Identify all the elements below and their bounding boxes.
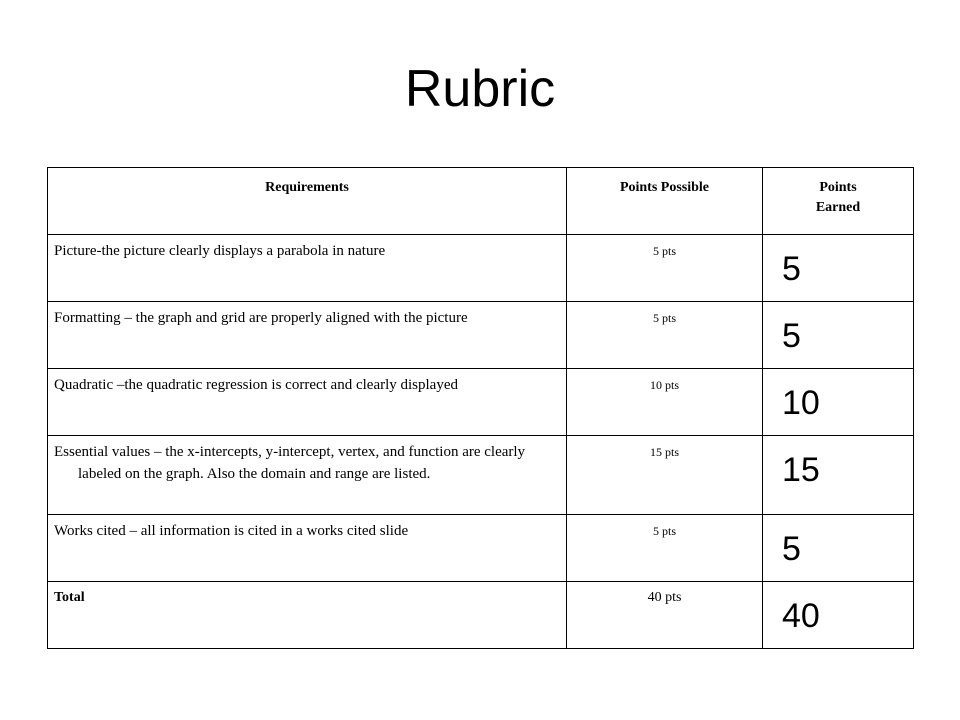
header-cell-points-earned — [763, 168, 914, 235]
table-row — [48, 302, 914, 369]
header-cell-points-possible — [567, 168, 763, 235]
total-row — [48, 582, 914, 649]
points-earned: 15 — [782, 451, 820, 489]
requirement-text: Essential values – the x-intercepts, y-intercept, vertex, and function are clearly labeled on the graph. Also the domain and range are listed. — [54, 444, 526, 482]
table-row — [48, 436, 914, 515]
points-earned: 5 — [782, 250, 801, 288]
header-cell-requirements — [48, 168, 567, 235]
requirement-text: Picture-the picture clearly displays a parabola in nature — [54, 243, 386, 259]
table-header-row — [48, 168, 914, 235]
table-row — [48, 369, 914, 436]
points-earned: 10 — [782, 384, 820, 422]
total-points-possible: 40 pts — [647, 590, 682, 605]
points-possible: 10 pts — [649, 378, 679, 392]
total-points-earned: 40 — [782, 597, 820, 635]
table-row — [48, 235, 914, 302]
header-points-earned: Points Earned — [815, 180, 861, 215]
slide-title: Rubric — [404, 60, 556, 118]
points-possible: 15 pts — [649, 445, 679, 459]
header-requirements: Requirements — [265, 180, 349, 195]
total-label: Total — [54, 590, 85, 605]
rubric-table — [47, 167, 914, 649]
points-possible: 5 pts — [652, 311, 676, 325]
requirement-text: Formatting – the graph and grid are properly aligned with the picture — [54, 310, 468, 326]
requirement-text: Quadratic –the quadratic regression is correct and clearly displayed — [54, 377, 458, 393]
points-earned: 5 — [782, 530, 801, 568]
points-possible: 5 pts — [652, 244, 676, 258]
table-row — [48, 515, 914, 582]
points-earned: 5 — [782, 317, 801, 355]
requirement-text: Works cited – all information is cited in a works cited slide — [54, 523, 409, 539]
header-points-possible: Points Possible — [619, 180, 710, 195]
points-possible: 5 pts — [652, 524, 676, 538]
